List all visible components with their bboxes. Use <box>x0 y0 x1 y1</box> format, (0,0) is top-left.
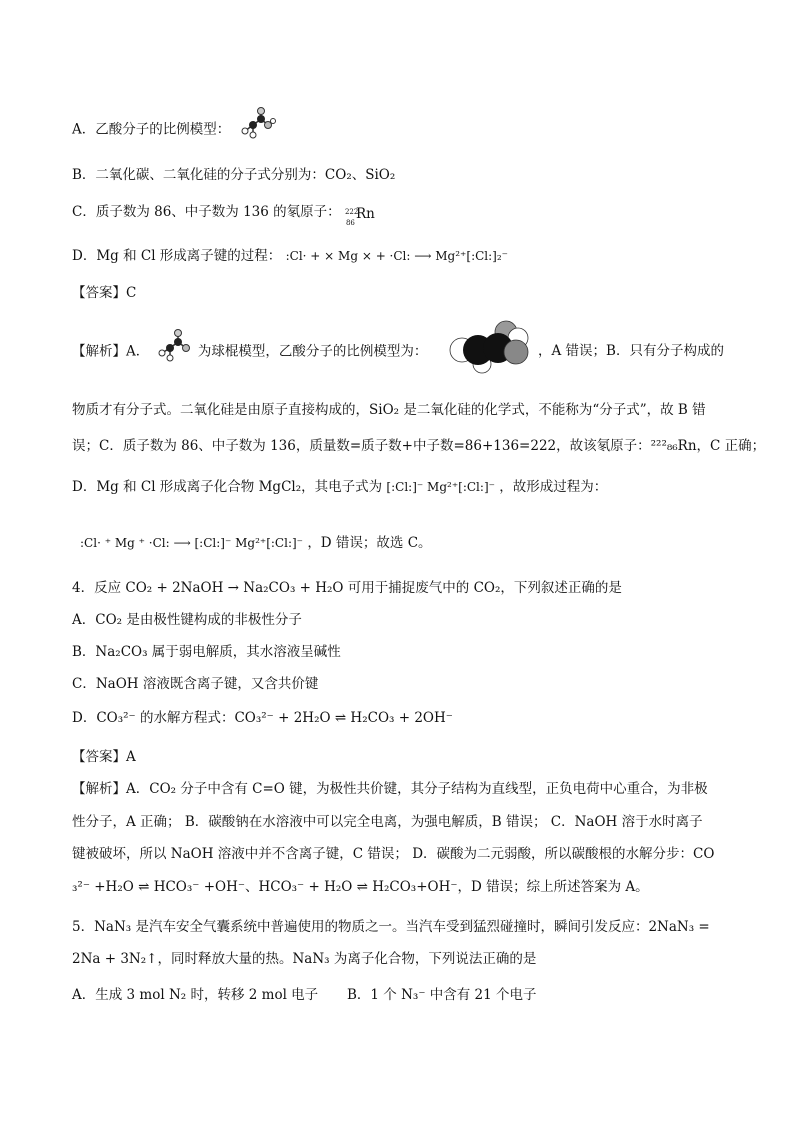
q4-analysis-line-1: 【解析】A．CO₂ 分子中含有 C=O 键，为极性共价键，其分子结构为直线型，正负电荷中心重合，为非极 <box>72 781 708 797</box>
q4-option-b: B．Na₂CO₃ 属于弱电解质，其水溶液呈碱性 <box>72 644 341 660</box>
nuclide-mass: 222 <box>344 207 359 216</box>
q3-analysis-line-2: 物质才有分子式。二氧化硅是由原子直接构成的，SiO₂ 是二氧化硅的化学式，不能称为“分子式”，故 B 错 <box>72 402 706 418</box>
q4-analysis-line-3: 键被破坏，所以 NaOH 溶液中并不含离子键，C 错误； D．碳酸为二元弱酸，所以碳酸根的水解分步：CO <box>72 846 715 862</box>
q5-option-b: B．1 个 N₃⁻ 中含有 21 个电子 <box>347 987 537 1003</box>
q4-analysis-line-2: 性分子，A 正确； B．碳酸钠在水溶液中可以完全电离，为强电解质，B 错误； C．NaOH 溶于水时离子 <box>72 814 703 830</box>
q3-option-c-label: C．质子数为 86、中子数为 136 的氡原子： <box>72 204 341 220</box>
q3-option-a <box>72 119 277 141</box>
acetic-acid-space-filling-icon <box>448 320 532 376</box>
radon-nuclide <box>344 204 377 227</box>
q4-option-d: D．CO₃²⁻ 的水解方程式：CO₃²⁻ + 2H₂O ⇌ H₂CO₃ + 2OH⁻ <box>72 710 453 726</box>
q3-option-d-label: D．Mg 和 Cl 形成离子键的过程： <box>72 248 282 264</box>
q3-option-d <box>72 247 508 265</box>
q3-analysis-line-5-tail: ，D 错误；故选 C。 <box>307 535 432 551</box>
acetic-acid-ball-stick-icon <box>154 328 194 362</box>
q3-analysis-line-1 <box>72 342 427 362</box>
q3-analysis-line-3: 误；C．质子数为 86、中子数为 136，质量数=质子数+中子数=86+136=222，故该氡原子：²²²₈₆Rn，C 正确； <box>72 438 766 454</box>
q3-option-c <box>72 203 377 227</box>
q3-analysis-intro: 【解析】A． <box>72 343 150 360</box>
nuclide-symbol: Rn <box>355 205 375 222</box>
q3-analysis-line-4-text: D．Mg 和 Cl 形成离子化合物 MgCl₂，其电子式为 <box>72 479 383 495</box>
q3-analysis-line-4 <box>72 478 607 496</box>
q3-answer: 【答案】C <box>72 285 137 301</box>
q5-stem-line-1: 5．NaN₃ 是汽车安全气囊系统中普遍使用的物质之一。当汽车受到猛烈碰撞时，瞬间引发反应：2NaN₃ = <box>72 919 710 935</box>
q3-analysis-line-1-tail: ，A 错误；B．只有分子构成的 <box>538 343 724 359</box>
nuclide-atomic: 86 <box>345 218 355 227</box>
mgcl2-formation-equation: :Cl· ⁺ Mg ⁺ ·Cl: ⟶ [:Cl:]⁻ Mg²⁺[:Cl:]⁻ <box>80 536 304 550</box>
q3-analysis-mid: 为球棍模型，乙酸分子的比例模型为： <box>197 343 428 360</box>
q3-analysis-line-4-tail: ，故形成过程为： <box>499 479 608 495</box>
q4-stem: 4．反应 CO₂ + 2NaOH → Na₂CO₃ + H₂O 可用于捕捉废气中的 CO₂，下列叙述正确的是 <box>72 580 622 596</box>
q3-analysis-line-5 <box>80 534 432 552</box>
q5-option-a: A．生成 3 mol N₂ 时，转移 2 mol 电子 <box>72 987 319 1003</box>
q3-option-a-label: A．乙酸分子的比例模型： <box>72 121 231 138</box>
q4-answer: 【答案】A <box>72 749 136 765</box>
q4-analysis-line-4: ₃²⁻ +H₂O ⇌ HCO₃⁻ +OH⁻、HCO₃⁻ + H₂O ⇌ H₂CO₃+OH⁻，D 错误；综上所述答案为 A。 <box>72 879 649 895</box>
q4-option-a: A．CO₂ 是由极性键构成的非极性分子 <box>72 612 302 628</box>
q3-option-d-equation: :Cl· + × Mg × + ·Cl: ⟶ Mg²⁺[:Cl:]₂⁻ <box>285 249 508 263</box>
q5-stem-line-2: 2Na + 3N₂↑，同时释放大量的热。NaN₃ 为离子化合物，下列说法正确的是 <box>72 951 537 967</box>
mgcl2-electron-formula: [:Cl:]⁻ Mg²⁺[:Cl:]⁻ <box>386 480 495 494</box>
q4-option-c: C．NaOH 溶液既含离子键，又含共价键 <box>72 676 319 692</box>
q3-option-b: B．二氧化碳、二氧化硅的分子式分别为：CO₂、SiO₂ <box>72 167 396 183</box>
acetic-acid-ball-stick-icon <box>235 107 277 141</box>
